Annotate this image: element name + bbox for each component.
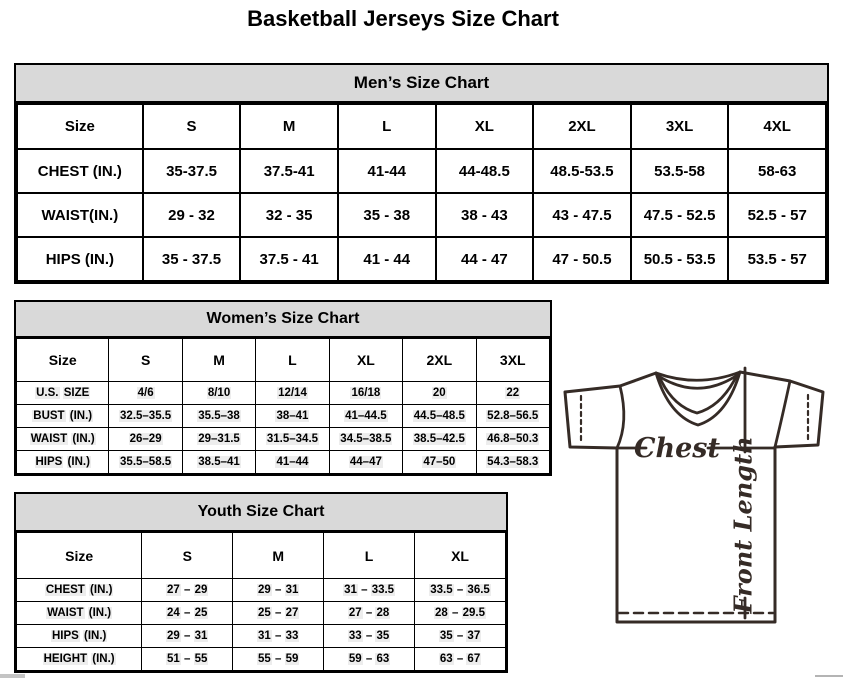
value-cell bbox=[324, 625, 415, 648]
cell-text: 59 bbox=[285, 653, 299, 665]
header-cell: L bbox=[338, 104, 436, 149]
header-row bbox=[17, 339, 550, 382]
value-cell: 47 - 50.5 bbox=[533, 237, 631, 281]
cell-text: WAIST bbox=[30, 433, 68, 445]
row-label-cell bbox=[17, 382, 109, 405]
value-cell bbox=[142, 648, 233, 671]
right-sleeve-seam bbox=[775, 381, 790, 447]
cell-text: 29 bbox=[194, 584, 208, 596]
cell-text: 35.5–58.5 bbox=[120, 456, 172, 468]
cell-text: 34.5–38.5 bbox=[340, 433, 392, 445]
cell-text: (IN.) bbox=[83, 630, 107, 642]
table-row bbox=[17, 193, 826, 237]
value-cell bbox=[182, 405, 255, 428]
value-cell: 53.5-58 bbox=[631, 149, 729, 193]
row-label-cell: HIPS (IN.) bbox=[17, 237, 143, 281]
value-cell bbox=[403, 382, 476, 405]
cell-text: 16/18 bbox=[351, 387, 381, 399]
womens-size-chart-table bbox=[14, 300, 552, 476]
value-cell bbox=[256, 405, 329, 428]
mens-size-chart-table bbox=[14, 63, 829, 284]
cell-text: 38–41 bbox=[276, 410, 309, 422]
header-cell: S bbox=[109, 339, 182, 382]
cell-text: 32.5–35.5 bbox=[120, 410, 172, 422]
cell-text: (IN.) bbox=[69, 410, 93, 422]
value-cell bbox=[415, 602, 506, 625]
value-cell bbox=[403, 405, 476, 428]
table-row bbox=[17, 579, 506, 602]
value-cell bbox=[109, 382, 182, 405]
cell-text: – bbox=[452, 607, 459, 619]
cell-text: 54.3–58.3 bbox=[487, 456, 539, 468]
value-cell bbox=[233, 648, 324, 671]
row-label-cell bbox=[17, 648, 142, 671]
value-cell bbox=[324, 579, 415, 602]
header-cell: S bbox=[142, 533, 233, 579]
cell-text: 28 bbox=[435, 607, 448, 619]
header-cell: M bbox=[240, 104, 338, 149]
cell-text: 35 bbox=[439, 630, 453, 642]
cell-text: 25 bbox=[194, 607, 208, 619]
cell-text: – bbox=[274, 653, 282, 665]
cell-text: – bbox=[274, 630, 282, 642]
value-cell bbox=[256, 382, 329, 405]
header-cell: XL bbox=[329, 339, 402, 382]
table-row bbox=[17, 237, 826, 281]
cell-text: 8/10 bbox=[207, 387, 231, 399]
value-cell bbox=[476, 451, 549, 474]
cell-text: 22 bbox=[506, 387, 520, 399]
cell-text: – bbox=[365, 653, 373, 665]
table-row bbox=[17, 648, 506, 671]
row-label-cell bbox=[17, 428, 109, 451]
row-label-cell bbox=[17, 602, 142, 625]
cell-text: – bbox=[456, 653, 464, 665]
cell-text: 29–31.5 bbox=[198, 433, 240, 445]
value-cell: 29 - 32 bbox=[143, 193, 241, 237]
header-cell: 2XL bbox=[403, 339, 476, 382]
cell-text: – bbox=[184, 584, 191, 596]
row-label-cell bbox=[17, 451, 109, 474]
table-row bbox=[17, 405, 550, 428]
cell-text: – bbox=[184, 630, 191, 642]
cell-text: 29.5 bbox=[462, 607, 486, 619]
value-cell bbox=[142, 625, 233, 648]
cell-text: (IN.) bbox=[67, 456, 90, 468]
table-row bbox=[17, 428, 550, 451]
header-cell: M bbox=[182, 339, 255, 382]
table-title: Women’s Size Chart bbox=[16, 302, 550, 338]
cell-text: 28 bbox=[376, 607, 390, 619]
header-cell: L bbox=[256, 339, 329, 382]
value-cell bbox=[182, 428, 255, 451]
value-cell: 44-48.5 bbox=[436, 149, 534, 193]
header-cell: 3XL bbox=[631, 104, 729, 149]
cell-text: 44–47 bbox=[349, 456, 382, 468]
value-cell: 47.5 - 52.5 bbox=[631, 193, 729, 237]
cell-text: 44.5–48.5 bbox=[413, 410, 465, 422]
cell-text: SIZE bbox=[63, 387, 90, 399]
cell-text: 51 bbox=[167, 653, 180, 665]
value-cell bbox=[476, 428, 549, 451]
cell-text: 67 bbox=[467, 653, 481, 665]
cell-text: – bbox=[456, 630, 464, 642]
cell-text: – bbox=[184, 607, 191, 619]
cell-text: – bbox=[365, 630, 373, 642]
jersey-diagram bbox=[555, 360, 843, 630]
value-cell: 41-44 bbox=[338, 149, 436, 193]
cell-text: 35.5–38 bbox=[198, 410, 240, 422]
row-label-cell bbox=[17, 625, 142, 648]
value-cell bbox=[415, 579, 506, 602]
value-cell: 50.5 - 53.5 bbox=[631, 237, 729, 281]
value-cell bbox=[142, 579, 233, 602]
left-sleeve-seam bbox=[617, 386, 624, 448]
value-cell bbox=[415, 625, 506, 648]
cell-text: (IN.) bbox=[72, 433, 95, 445]
youth-size-chart-table bbox=[14, 492, 508, 673]
value-cell bbox=[329, 405, 402, 428]
cell-text: BUST bbox=[33, 410, 65, 422]
row-label-cell bbox=[17, 405, 109, 428]
cell-text: 38.5–42.5 bbox=[413, 433, 465, 445]
value-cell bbox=[109, 428, 182, 451]
cell-text: – bbox=[365, 607, 373, 619]
horizontal-scrollbar-fragment-left[interactable] bbox=[0, 674, 25, 678]
value-cell: 53.5 - 57 bbox=[728, 237, 826, 281]
cell-text: HEIGHT bbox=[43, 653, 88, 665]
value-cell bbox=[182, 451, 255, 474]
cell-text: – bbox=[274, 607, 282, 619]
cell-text: – bbox=[274, 584, 282, 596]
cell-text: 31 bbox=[285, 584, 299, 596]
table-row bbox=[17, 382, 550, 405]
value-cell bbox=[476, 382, 549, 405]
cell-text: 27 bbox=[285, 607, 299, 619]
value-cell: 37.5-41 bbox=[240, 149, 338, 193]
header-row bbox=[17, 533, 506, 579]
front-length-label: Front Length bbox=[728, 436, 758, 614]
cell-text: – bbox=[361, 584, 368, 596]
value-cell: 35 - 37.5 bbox=[143, 237, 241, 281]
value-cell bbox=[233, 579, 324, 602]
cell-text: 63 bbox=[376, 653, 390, 665]
cell-text: 41–44.5 bbox=[345, 410, 387, 422]
header-cell: 3XL bbox=[476, 339, 549, 382]
cell-text: 41–44 bbox=[276, 456, 309, 468]
cell-text: HIPS bbox=[51, 630, 79, 642]
cell-text: U.S. bbox=[36, 387, 59, 399]
value-cell: 43 - 47.5 bbox=[533, 193, 631, 237]
cell-text: 33.5 bbox=[371, 584, 395, 596]
cell-text: 52.8–56.5 bbox=[487, 410, 539, 422]
cell-text: (IN.) bbox=[92, 653, 115, 665]
value-cell bbox=[403, 451, 476, 474]
header-cell: Size bbox=[17, 104, 143, 149]
table-row bbox=[17, 602, 506, 625]
value-cell bbox=[256, 428, 329, 451]
cell-text: 46.8–50.3 bbox=[487, 433, 539, 445]
value-cell bbox=[329, 451, 402, 474]
value-cell: 37.5 - 41 bbox=[240, 237, 338, 281]
value-cell bbox=[415, 648, 506, 671]
cell-text: 27 bbox=[348, 607, 362, 619]
cell-text: 12/14 bbox=[278, 387, 307, 399]
cell-text: 47–50 bbox=[423, 456, 456, 468]
value-cell: 52.5 - 57 bbox=[728, 193, 826, 237]
cell-text: (IN.) bbox=[90, 584, 113, 596]
cell-text: 31 bbox=[344, 584, 357, 596]
table-title: Men’s Size Chart bbox=[16, 65, 827, 103]
value-cell bbox=[329, 428, 402, 451]
header-cell: M bbox=[233, 533, 324, 579]
header-cell: 2XL bbox=[533, 104, 631, 149]
header-cell: XL bbox=[436, 104, 534, 149]
table-title: Youth Size Chart bbox=[16, 494, 506, 532]
chest-label: Chest bbox=[634, 433, 720, 464]
header-row bbox=[17, 104, 826, 149]
cell-text: (IN.) bbox=[88, 607, 112, 619]
value-cell: 38 - 43 bbox=[436, 193, 534, 237]
cell-text: 20 bbox=[432, 387, 446, 399]
cell-text: 63 bbox=[439, 653, 453, 665]
value-cell bbox=[182, 382, 255, 405]
value-cell: 41 - 44 bbox=[338, 237, 436, 281]
value-cell bbox=[329, 382, 402, 405]
cell-text: 35 bbox=[376, 630, 390, 642]
value-cell: 32 - 35 bbox=[240, 193, 338, 237]
cell-text: 4/6 bbox=[137, 387, 154, 399]
cell-text: 31.5–34.5 bbox=[266, 433, 319, 445]
header-cell: S bbox=[143, 104, 241, 149]
cell-text: 55 bbox=[257, 653, 271, 665]
cell-text: CHEST bbox=[45, 584, 85, 596]
value-cell bbox=[142, 602, 233, 625]
header-cell: XL bbox=[415, 533, 506, 579]
cell-text: 33.5 bbox=[430, 584, 453, 596]
value-cell bbox=[324, 648, 415, 671]
cell-text: 37 bbox=[467, 630, 481, 642]
cell-text: 31 bbox=[257, 630, 271, 642]
collar-top-arc bbox=[656, 372, 740, 380]
cell-text: 24 bbox=[167, 607, 180, 619]
value-cell bbox=[233, 602, 324, 625]
cell-text: 27 bbox=[167, 584, 180, 596]
value-cell: 44 - 47 bbox=[436, 237, 534, 281]
cell-text: 38.5–41 bbox=[198, 456, 240, 468]
value-cell: 58-63 bbox=[728, 149, 826, 193]
value-cell bbox=[109, 405, 182, 428]
cell-text: WAIST bbox=[47, 607, 84, 619]
value-cell: 35-37.5 bbox=[143, 149, 241, 193]
cell-text: 31 bbox=[194, 630, 208, 642]
table-row bbox=[17, 451, 550, 474]
cell-text: HIPS bbox=[35, 456, 63, 468]
table-row bbox=[17, 625, 506, 648]
header-cell: Size bbox=[17, 339, 109, 382]
header-cell: L bbox=[324, 533, 415, 579]
cell-text: – bbox=[456, 584, 464, 596]
cell-text: – bbox=[184, 653, 191, 665]
cell-text: 26–29 bbox=[129, 433, 162, 445]
table-row bbox=[17, 149, 826, 193]
cell-text: 59 bbox=[348, 653, 362, 665]
page-title: Basketball Jerseys Size Chart bbox=[247, 6, 559, 31]
value-cell bbox=[476, 405, 549, 428]
row-label-cell: CHEST (IN.) bbox=[17, 149, 143, 193]
cell-text: 29 bbox=[167, 630, 180, 642]
value-cell bbox=[233, 625, 324, 648]
value-cell bbox=[403, 428, 476, 451]
header-cell: 4XL bbox=[728, 104, 826, 149]
cell-text: 55 bbox=[194, 653, 208, 665]
cell-text: 33 bbox=[348, 630, 362, 642]
row-label-cell: WAIST(IN.) bbox=[17, 193, 143, 237]
cell-text: 36.5 bbox=[467, 584, 490, 596]
header-cell: Size bbox=[17, 533, 142, 579]
value-cell: 35 - 38 bbox=[338, 193, 436, 237]
row-label-cell bbox=[17, 579, 142, 602]
value-cell bbox=[256, 451, 329, 474]
value-cell: 48.5-53.5 bbox=[533, 149, 631, 193]
cell-text: 25 bbox=[257, 607, 271, 619]
value-cell bbox=[109, 451, 182, 474]
cell-text: 33 bbox=[285, 630, 299, 642]
horizontal-scrollbar-fragment-right[interactable] bbox=[815, 675, 843, 677]
value-cell bbox=[324, 602, 415, 625]
cell-text: 29 bbox=[257, 584, 271, 596]
